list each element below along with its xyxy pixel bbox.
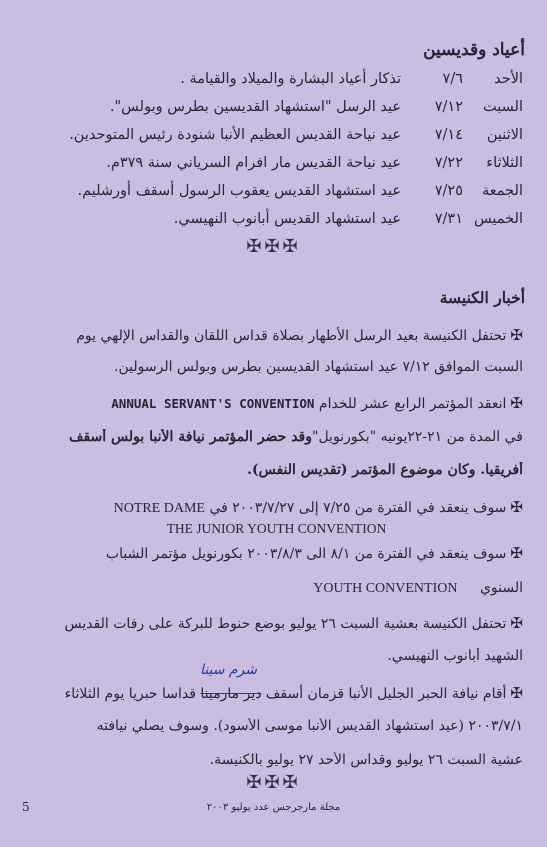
coptic-cross-icon: ✠ [510,544,523,562]
feast-day: السبت [483,99,523,115]
handwritten-correction: شرم سينا [200,662,258,678]
cross-divider: ✠✠✠ [246,772,301,793]
feasts-heading: أعياد وقديسين [423,40,525,60]
coptic-cross-icon: ✠ [510,326,523,344]
feast-row [20,176,523,206]
news-line: عشية السبت ٢٦ يوليو وقداس الأحد ٢٧ يوليو بالكنيسة. [209,752,523,768]
news-text: السنوي [479,580,523,596]
news-text: سوف ينعقد في الفترة من ٨/١ الى ٢٠٠٣/٨/٣ بكورنويل مؤتمر الشباب [105,546,507,562]
news-text-bold: وقد حضر المؤتمر نيافة الأنبا بولس أسقف [68,429,313,445]
feast-date: ٧/٣١ [434,211,463,227]
feast-date: ٧/١٤ [434,127,463,143]
news-line [20,544,523,562]
news-line [20,614,523,632]
feast-row [20,204,523,234]
news-line [20,498,523,517]
feast-row [20,64,523,94]
feast-day: الاثنين [486,127,523,143]
news-line: السبت الموافق ٧/١٢ عيد استشهاد القديسين بطرس وبولس الرسولين. [114,359,523,375]
news-text: سوف ينعقد في الفترة من ٧/٢٥ إلى ٢٠٠٣/٧/٢٧ في [209,500,507,516]
news-english-text: ANNUAL SERVANT'S CONVENTION [111,396,315,411]
feast-date: ٧/١٢ [434,99,463,115]
coptic-cross-icon: ✠ [510,614,523,632]
feast-day: الجمعة [482,183,523,199]
struck-text: دير مارمينا [200,686,262,702]
news-english-text: NOTRE DAME [113,501,205,516]
page-number: 5 [22,800,30,814]
feast-description: عيد استشهاد القديس يعقوب الرسول أسقف أورشليم. [77,183,401,199]
cross-divider: ✠✠✠ [246,236,301,257]
feast-description: عيد استشهاد القديس أبانوب النهيسي. [173,211,401,227]
news-line: أفريقيا. وكان موضوع المؤتمر (تقديس النفس). [247,462,523,478]
feast-day: الثلاثاء [486,155,523,171]
news-heading: أخبار الكنيسة [439,288,525,307]
feast-row [20,92,523,122]
news-text: تحتفل الكنيسة بعيد الرسل الأطهار بصلاة قداس اللقان والقداس الإلهي يوم [76,328,507,344]
feast-date: ٧/٢٥ [434,183,463,199]
feast-day: الخميس [473,211,523,227]
feast-description: عيد نياحة القديس مار افرام السرياني سنة ٣٧٩م. [106,155,401,171]
news-english-text: YOUTH CONVENTION [313,581,458,596]
feast-row [20,148,523,178]
coptic-cross-icon: ✠ [510,498,523,516]
feast-row [20,120,523,150]
feast-description: عيد الرسل "استشهاد القديسين بطرس وبولس". [109,99,401,115]
feast-description: تذكار أعياد البشارة والميلاد والقيامة . [180,71,401,87]
news-english-line: THE JUNIOR YOUTH CONVENTION [166,521,387,536]
feast-date: ٧/٦ [442,71,463,87]
news-line: ٢٠٠٣/٧/١ (عيد استشهاد القديس الأنبا موسى الأسود). وسوف يصلي نيافته [96,718,523,734]
news-text: قداسا حبريا يوم الثلاثاء [64,686,196,702]
coptic-cross-icon: ✠ [510,684,523,702]
news-line [20,394,523,412]
feast-day: الأحد [494,71,523,87]
news-text: تحتفل الكنيسة بعشية السبت ٢٦ يوليو بوضع حنوط للبركة على رفات القديس [64,616,507,632]
news-line [20,684,523,702]
news-text: في المدة من ٢١-٢٢يونيه "بكورنويل" [312,429,523,445]
news-line [20,580,523,597]
feast-date: ٧/٢٢ [434,155,463,171]
news-text: أقام نيافة الحبر الجليل الأنبا قزمان أسقف [265,686,507,702]
news-text: انعقد المؤتمر الرابع عشر للخدام [318,396,507,412]
feast-description: عيد نياحة القديس العظيم الأنبا شنودة رئيس المتوحدين. [69,127,401,143]
news-line: الشهيد أبانوب النهيسي. [387,648,523,664]
coptic-cross-icon: ✠ [510,394,523,412]
news-line [20,429,523,445]
footer-title: مجلة مارجرجس عدد يوليو ٢٠٠٣ [206,802,341,813]
news-line [20,326,523,344]
